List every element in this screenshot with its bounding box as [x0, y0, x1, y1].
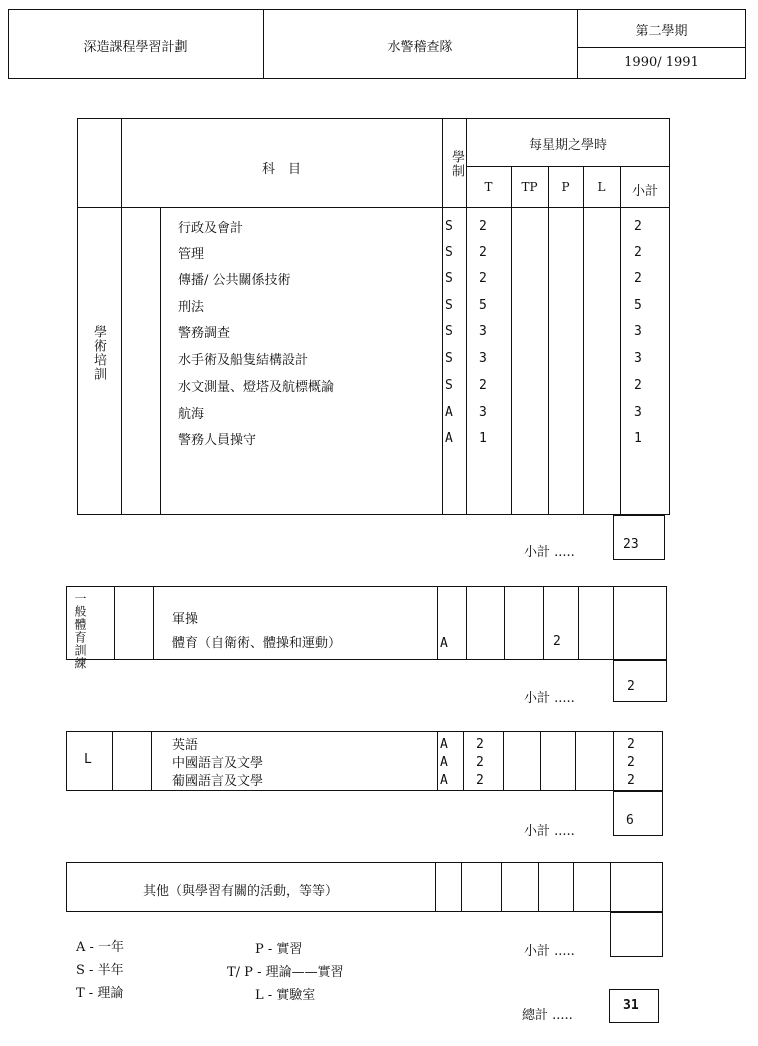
system-value: S	[445, 298, 453, 313]
col-p-header: P	[561, 180, 570, 194]
t-value: 1	[479, 431, 487, 446]
system-value: A	[445, 405, 453, 420]
term-label: 第二學期	[635, 24, 688, 39]
subtotal-value: 2	[627, 737, 635, 752]
grid-line	[573, 862, 574, 912]
section4-label: 其他（與學習有關的活動，等等）	[143, 884, 339, 899]
grid-line	[461, 862, 462, 912]
t-value: 2	[476, 773, 484, 788]
grid-line	[578, 586, 579, 660]
section3-subtotal-box	[613, 791, 663, 836]
system-header: 學制	[449, 150, 464, 178]
t-value: 3	[479, 405, 487, 420]
grid-line	[540, 731, 541, 791]
system-value: S	[445, 351, 453, 366]
legend-t: T - 理論	[76, 986, 124, 1001]
grid-line	[538, 862, 539, 912]
t-value: 5	[479, 298, 487, 313]
system-value: A	[440, 737, 448, 752]
grid-line	[575, 731, 576, 791]
subtotal-value: 3	[634, 405, 642, 420]
section1-table	[77, 118, 670, 515]
section4-subtotal-label: 小計 .....	[524, 944, 575, 959]
grid-line	[160, 207, 161, 515]
grid-line	[153, 586, 154, 660]
grid-line	[151, 731, 152, 791]
t-value: 2	[476, 755, 484, 770]
t-value: 2	[479, 378, 487, 393]
subtotal-value: 5	[634, 298, 642, 313]
program-title: 深造課程學習計劃	[83, 40, 188, 55]
list-item: 管理	[178, 247, 205, 262]
grid-line	[442, 118, 443, 515]
list-item: 水文測量、燈塔及航標概論	[178, 380, 335, 395]
system-value: S	[445, 219, 453, 234]
grid-line	[504, 586, 505, 660]
section2-subtotal-value: 2	[627, 679, 635, 694]
grid-line	[112, 731, 113, 791]
list-item: 航海	[178, 407, 205, 422]
list-item: 行政及會計	[178, 221, 244, 236]
section3-table	[66, 731, 663, 791]
grid-line	[503, 731, 504, 791]
grid-line	[77, 207, 670, 208]
system-value: S	[445, 324, 453, 339]
system-value: S	[445, 378, 453, 393]
t-value: 2	[476, 737, 484, 752]
system-value: S	[445, 245, 453, 260]
section3-label: L	[84, 752, 92, 767]
list-item: 刑法	[178, 300, 205, 315]
grid-line	[583, 166, 584, 515]
t-value: 3	[479, 351, 487, 366]
section2-table	[66, 586, 667, 670]
list-item: 中國語言及文學	[172, 756, 264, 771]
section1-subtotal-label: 小計 .....	[524, 545, 575, 560]
subtotal-value: 2	[627, 773, 635, 788]
grid-line	[466, 118, 467, 515]
section4-subtotal-box	[610, 912, 663, 957]
section3-subtotal-label: 小計 .....	[524, 824, 575, 839]
grid-line	[121, 118, 122, 515]
subtotal-value: 2	[634, 245, 642, 260]
subtotal-value: 3	[634, 351, 642, 366]
legend-tp: T/ P - 理論——實習	[227, 965, 344, 980]
section2-subtotal-label: 小計 .....	[524, 691, 575, 706]
hours-header: 每星期之學時	[528, 138, 607, 153]
list-item: 水手術及船隻結構設計	[178, 353, 309, 368]
list-item: 傳播/ 公共關係技術	[178, 273, 291, 288]
subtotal-value: 2	[634, 219, 642, 234]
subtotal-value: 2	[634, 271, 642, 286]
list-item: 體育（自衛術、體操和運動）	[172, 636, 342, 651]
grid-line	[466, 166, 670, 167]
t-value: 3	[479, 324, 487, 339]
subtotal-value: 1	[634, 431, 642, 446]
total-value: 31	[623, 998, 639, 1013]
list-item: 警務人員操守	[178, 433, 257, 448]
section2-subtotal-box	[613, 660, 667, 702]
section1-subtotal-box	[613, 515, 665, 560]
grid-line	[511, 166, 512, 515]
legend-s: S - 半年	[76, 963, 124, 978]
subtotal-value: 2	[627, 755, 635, 770]
grid-line	[620, 166, 621, 515]
grid-line	[435, 862, 436, 912]
legend-l: L - 實驗室	[255, 988, 316, 1003]
grid-line	[543, 586, 544, 660]
section1-label: 學術培訓	[91, 325, 106, 381]
list-item: 葡國語言及文學	[172, 774, 264, 789]
grid-line	[613, 586, 614, 660]
system-value: A	[440, 773, 448, 788]
col-subtotal-header: 小計	[631, 184, 658, 199]
legend-a: A - 一年	[76, 940, 125, 955]
grid-line	[613, 731, 614, 791]
section3-subtotal-value: 6	[626, 813, 634, 828]
grid-line	[548, 166, 549, 515]
unit-title: 水警稽查隊	[387, 40, 453, 55]
subtotal-value: 2	[634, 378, 642, 393]
t-value: 2	[479, 271, 487, 286]
col-l-header: L	[597, 180, 606, 194]
system-value: A	[445, 431, 453, 446]
col-t-header: T	[484, 180, 493, 194]
grid-line	[463, 731, 464, 791]
p-value: 2	[553, 634, 561, 649]
list-item: 軍操	[172, 612, 199, 627]
col-tp-header: TP	[521, 180, 538, 194]
subtotal-value: 3	[634, 324, 642, 339]
grid-line	[466, 586, 467, 660]
subject-header: 科 目	[261, 162, 301, 177]
system-value: A	[440, 755, 448, 770]
grid-line	[610, 862, 611, 912]
grid-line	[114, 586, 115, 660]
list-item: 英語	[172, 738, 199, 753]
grid-line	[501, 862, 502, 912]
legend-p: P - 實習	[255, 942, 303, 957]
grid-line	[437, 586, 438, 660]
section1-subtotal-value: 23	[623, 537, 639, 552]
t-value: 2	[479, 219, 487, 234]
total-label: 總計 .....	[522, 1008, 573, 1023]
system-value: A	[440, 636, 448, 651]
system-value: S	[445, 271, 453, 286]
t-value: 2	[479, 245, 487, 260]
header-divider	[577, 47, 746, 48]
year-label: 1990/ 1991	[624, 55, 699, 70]
list-item: 警務調查	[178, 326, 231, 341]
grid-line	[437, 731, 438, 791]
section2-label: 一般體育訓練	[73, 592, 87, 670]
